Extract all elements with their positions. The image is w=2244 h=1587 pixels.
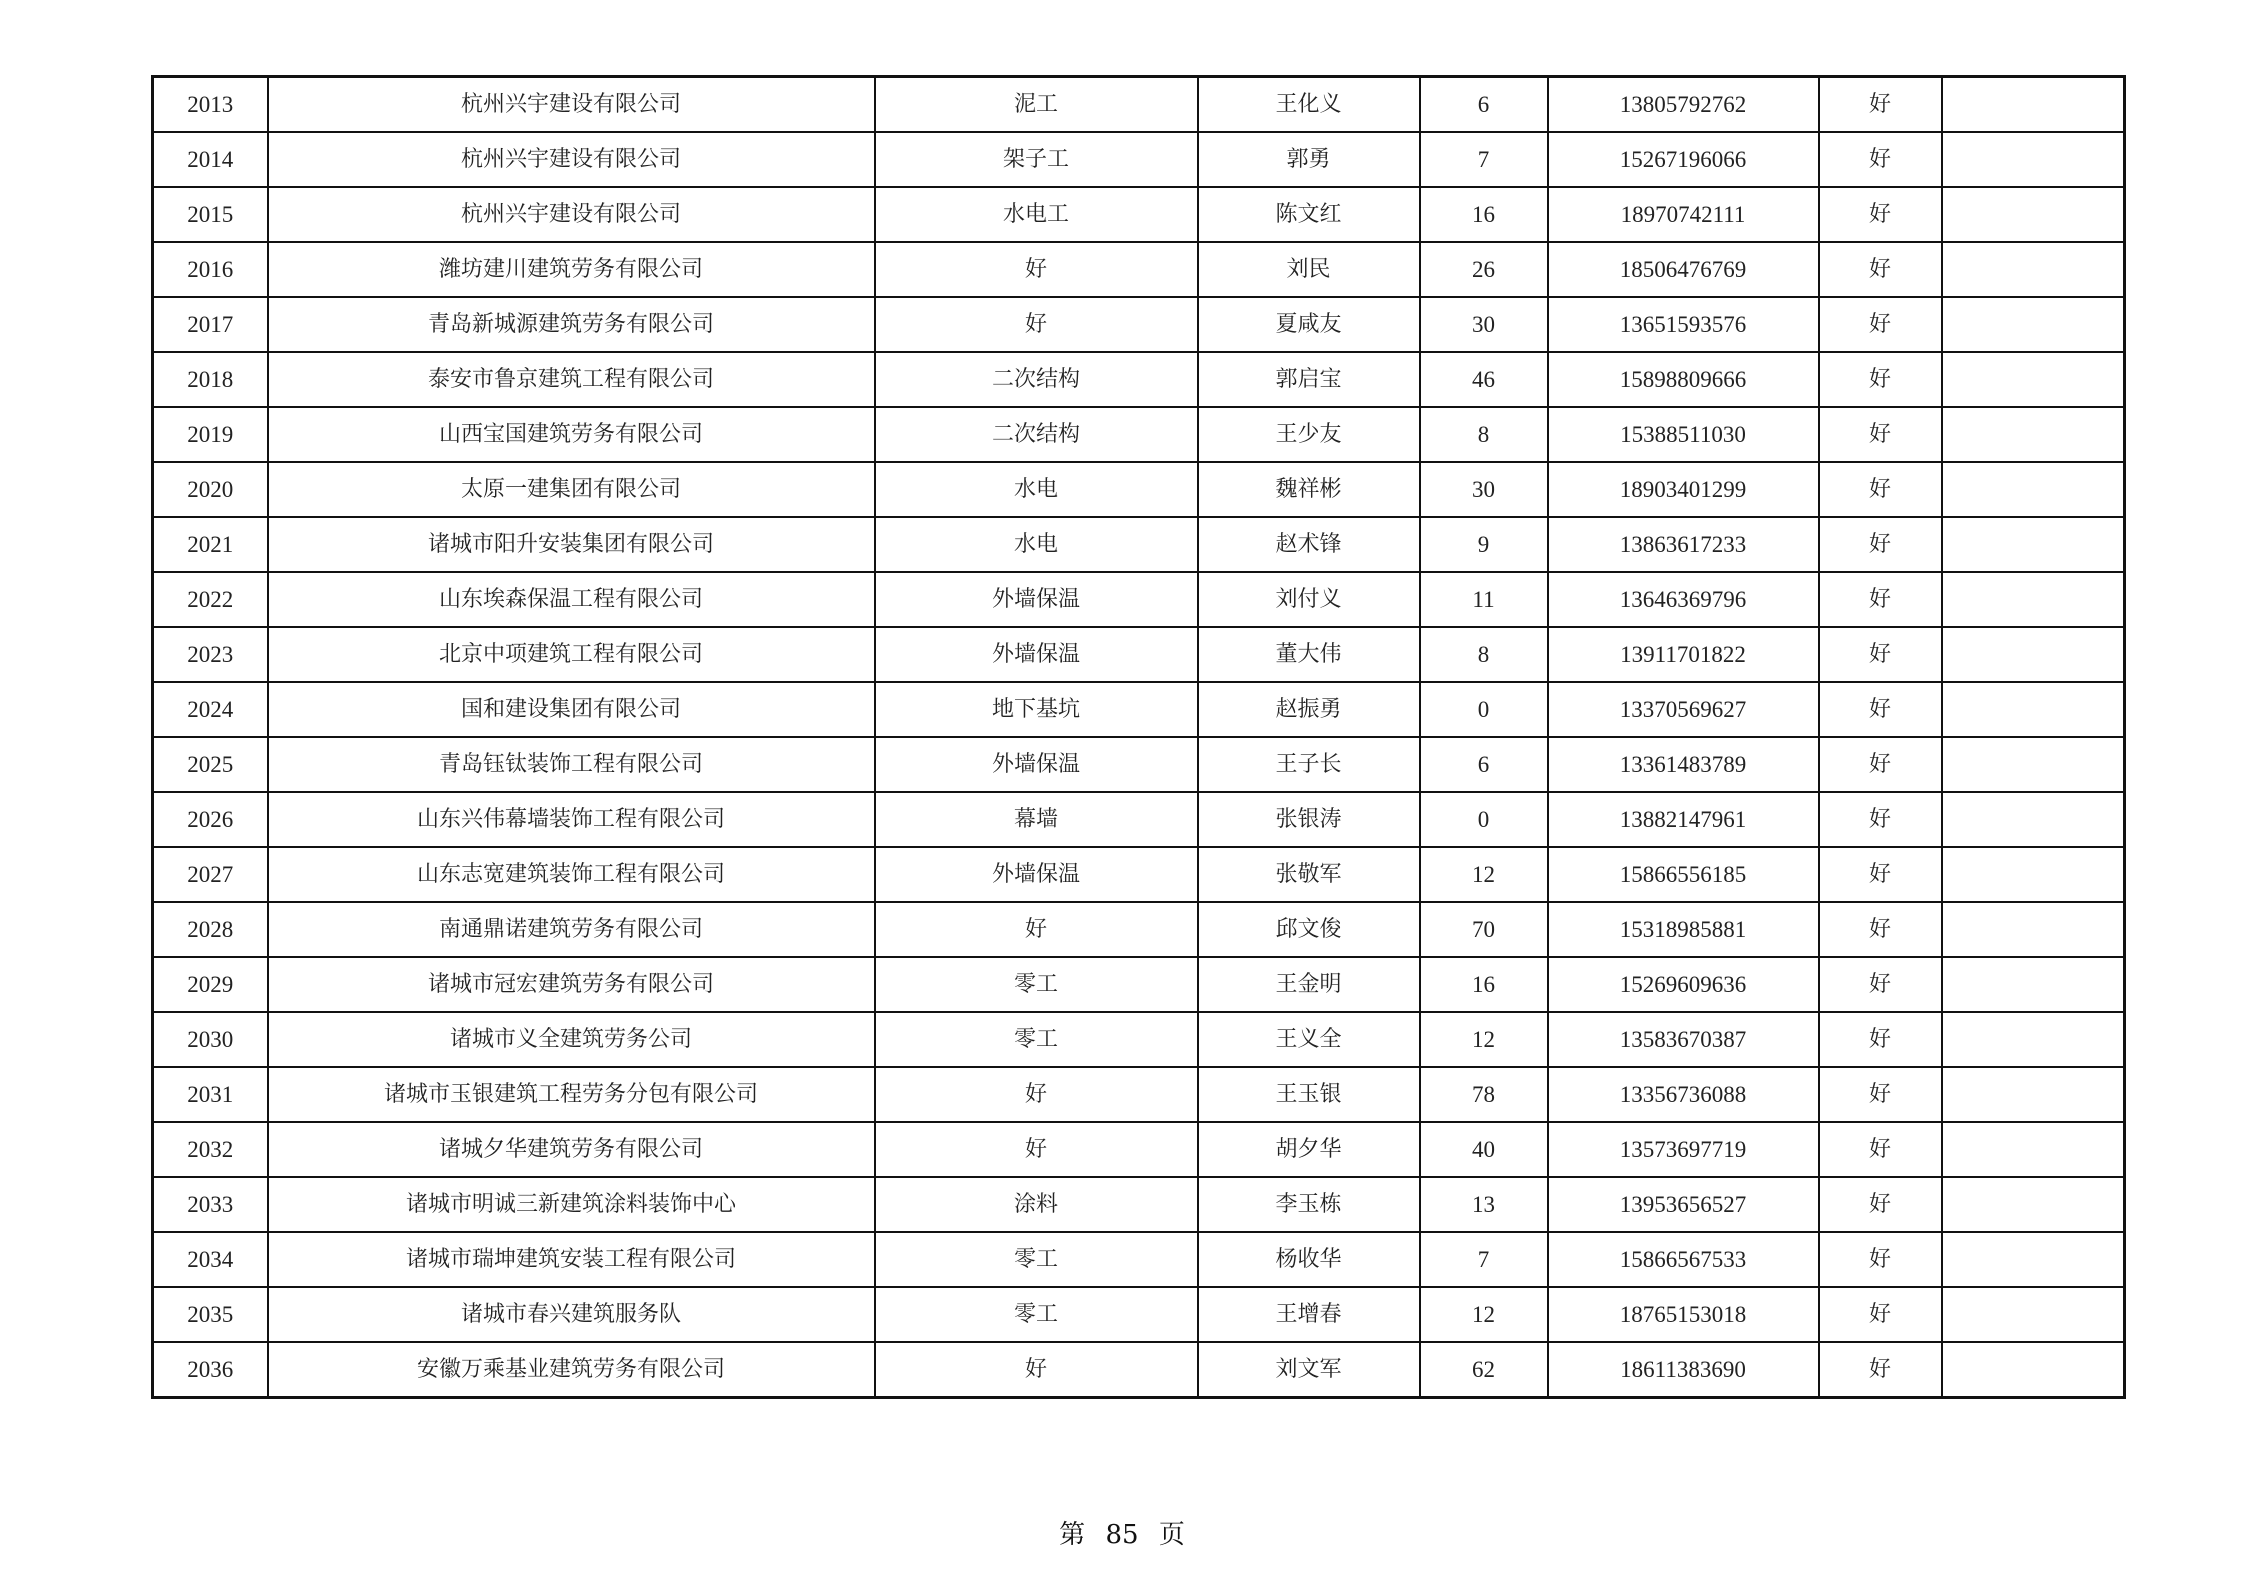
cell-remark <box>1942 517 2125 572</box>
cell-contact-person: 赵术锋 <box>1198 517 1420 572</box>
cell-phone-number: 15866556185 <box>1548 847 1819 902</box>
cell-trade: 幕墙 <box>875 792 1198 847</box>
cell-rating: 好 <box>1819 957 1942 1012</box>
cell-serial-number: 2024 <box>153 682 268 737</box>
cell-contact-person: 董大伟 <box>1198 627 1420 682</box>
cell-remark <box>1942 462 2125 517</box>
cell-contact-person: 胡夕华 <box>1198 1122 1420 1177</box>
cell-rating: 好 <box>1819 792 1942 847</box>
cell-contact-person: 杨收华 <box>1198 1232 1420 1287</box>
table-row <box>153 572 2125 627</box>
table-row <box>153 1342 2125 1398</box>
cell-rating: 好 <box>1819 682 1942 737</box>
cell-phone-number: 13953656527 <box>1548 1177 1819 1232</box>
cell-phone-number: 18970742111 <box>1548 187 1819 242</box>
cell-trade: 水电 <box>875 517 1198 572</box>
cell-rating: 好 <box>1819 77 1942 133</box>
cell-worker-count: 0 <box>1420 792 1548 847</box>
cell-serial-number: 2016 <box>153 242 268 297</box>
cell-rating: 好 <box>1819 462 1942 517</box>
cell-rating: 好 <box>1819 1012 1942 1067</box>
cell-company-name: 潍坊建川建筑劳务有限公司 <box>268 242 875 297</box>
cell-serial-number: 2014 <box>153 132 268 187</box>
cell-company-name: 泰安市鲁京建筑工程有限公司 <box>268 352 875 407</box>
table-row <box>153 1012 2125 1067</box>
cell-rating: 好 <box>1819 1067 1942 1122</box>
cell-trade: 零工 <box>875 1232 1198 1287</box>
cell-trade: 好 <box>875 1067 1198 1122</box>
cell-serial-number: 2018 <box>153 352 268 407</box>
cell-remark <box>1942 847 2125 902</box>
cell-rating: 好 <box>1819 407 1942 462</box>
cell-remark <box>1942 572 2125 627</box>
cell-contact-person: 王增春 <box>1198 1287 1420 1342</box>
cell-company-name: 杭州兴宇建设有限公司 <box>268 132 875 187</box>
cell-phone-number: 15866567533 <box>1548 1232 1819 1287</box>
cell-phone-number: 18611383690 <box>1548 1342 1819 1398</box>
cell-trade: 涂料 <box>875 1177 1198 1232</box>
cell-serial-number: 2019 <box>153 407 268 462</box>
cell-remark <box>1942 1287 2125 1342</box>
table-row <box>153 132 2125 187</box>
cell-trade: 外墙保温 <box>875 627 1198 682</box>
cell-company-name: 杭州兴宇建设有限公司 <box>268 77 875 133</box>
cell-serial-number: 2022 <box>153 572 268 627</box>
table-row <box>153 1122 2125 1177</box>
cell-worker-count: 11 <box>1420 572 1548 627</box>
cell-worker-count: 6 <box>1420 737 1548 792</box>
cell-worker-count: 16 <box>1420 187 1548 242</box>
cell-company-name: 北京中项建筑工程有限公司 <box>268 627 875 682</box>
table-body <box>153 77 2125 1398</box>
cell-rating: 好 <box>1819 1342 1942 1398</box>
cell-phone-number: 13573697719 <box>1548 1122 1819 1177</box>
cell-serial-number: 2029 <box>153 957 268 1012</box>
cell-trade: 外墙保温 <box>875 847 1198 902</box>
table-row <box>153 297 2125 352</box>
cell-contact-person: 夏咸友 <box>1198 297 1420 352</box>
cell-serial-number: 2028 <box>153 902 268 957</box>
cell-remark <box>1942 187 2125 242</box>
cell-worker-count: 7 <box>1420 132 1548 187</box>
table-row <box>153 957 2125 1012</box>
cell-worker-count: 26 <box>1420 242 1548 297</box>
cell-company-name: 山东兴伟幕墙装饰工程有限公司 <box>268 792 875 847</box>
cell-phone-number: 18765153018 <box>1548 1287 1819 1342</box>
contractor-table <box>151 75 2126 1399</box>
cell-worker-count: 6 <box>1420 77 1548 133</box>
cell-worker-count: 9 <box>1420 517 1548 572</box>
cell-contact-person: 邱文俊 <box>1198 902 1420 957</box>
cell-trade: 零工 <box>875 957 1198 1012</box>
cell-trade: 地下基坑 <box>875 682 1198 737</box>
cell-worker-count: 62 <box>1420 1342 1548 1398</box>
table-row <box>153 1287 2125 1342</box>
cell-contact-person: 陈文红 <box>1198 187 1420 242</box>
cell-trade: 水电工 <box>875 187 1198 242</box>
cell-worker-count: 40 <box>1420 1122 1548 1177</box>
cell-company-name: 青岛新城源建筑劳务有限公司 <box>268 297 875 352</box>
cell-company-name: 国和建设集团有限公司 <box>268 682 875 737</box>
cell-remark <box>1942 132 2125 187</box>
cell-rating: 好 <box>1819 1122 1942 1177</box>
table-row <box>153 737 2125 792</box>
cell-contact-person: 王化义 <box>1198 77 1420 133</box>
cell-serial-number: 2035 <box>153 1287 268 1342</box>
cell-company-name: 太原一建集团有限公司 <box>268 462 875 517</box>
table-row <box>153 1177 2125 1232</box>
cell-rating: 好 <box>1819 572 1942 627</box>
cell-rating: 好 <box>1819 847 1942 902</box>
cell-remark <box>1942 1067 2125 1122</box>
cell-company-name: 诸城市玉银建筑工程劳务分包有限公司 <box>268 1067 875 1122</box>
cell-company-name: 诸城市春兴建筑服务队 <box>268 1287 875 1342</box>
cell-phone-number: 15269609636 <box>1548 957 1819 1012</box>
cell-serial-number: 2015 <box>153 187 268 242</box>
cell-worker-count: 78 <box>1420 1067 1548 1122</box>
cell-remark <box>1942 407 2125 462</box>
cell-company-name: 诸城市瑞坤建筑安装工程有限公司 <box>268 1232 875 1287</box>
table-row <box>153 352 2125 407</box>
cell-worker-count: 12 <box>1420 847 1548 902</box>
cell-company-name: 诸城市明诚三新建筑涂料装饰中心 <box>268 1177 875 1232</box>
cell-rating: 好 <box>1819 1232 1942 1287</box>
cell-serial-number: 2034 <box>153 1232 268 1287</box>
cell-rating: 好 <box>1819 297 1942 352</box>
cell-serial-number: 2021 <box>153 517 268 572</box>
cell-contact-person: 王玉银 <box>1198 1067 1420 1122</box>
cell-contact-person: 魏祥彬 <box>1198 462 1420 517</box>
cell-phone-number: 18903401299 <box>1548 462 1819 517</box>
cell-serial-number: 2020 <box>153 462 268 517</box>
cell-company-name: 诸城市阳升安装集团有限公司 <box>268 517 875 572</box>
cell-trade: 好 <box>875 1342 1198 1398</box>
cell-worker-count: 70 <box>1420 902 1548 957</box>
cell-company-name: 诸城市义全建筑劳务公司 <box>268 1012 875 1067</box>
cell-rating: 好 <box>1819 737 1942 792</box>
cell-contact-person: 刘文军 <box>1198 1342 1420 1398</box>
cell-serial-number: 2036 <box>153 1342 268 1398</box>
cell-rating: 好 <box>1819 1177 1942 1232</box>
cell-rating: 好 <box>1819 627 1942 682</box>
table-row <box>153 1232 2125 1287</box>
cell-rating: 好 <box>1819 242 1942 297</box>
cell-remark <box>1942 297 2125 352</box>
cell-trade: 二次结构 <box>875 407 1198 462</box>
cell-worker-count: 30 <box>1420 297 1548 352</box>
cell-worker-count: 30 <box>1420 462 1548 517</box>
cell-company-name: 山东志宽建筑装饰工程有限公司 <box>268 847 875 902</box>
cell-trade: 好 <box>875 297 1198 352</box>
cell-worker-count: 12 <box>1420 1287 1548 1342</box>
cell-serial-number: 2026 <box>153 792 268 847</box>
cell-contact-person: 王义全 <box>1198 1012 1420 1067</box>
cell-rating: 好 <box>1819 187 1942 242</box>
cell-trade: 泥工 <box>875 77 1198 133</box>
cell-worker-count: 8 <box>1420 627 1548 682</box>
table-row <box>153 792 2125 847</box>
cell-serial-number: 2032 <box>153 1122 268 1177</box>
cell-company-name: 青岛钰钛装饰工程有限公司 <box>268 737 875 792</box>
table-row <box>153 77 2125 133</box>
cell-contact-person: 郭勇 <box>1198 132 1420 187</box>
cell-contact-person: 刘民 <box>1198 242 1420 297</box>
cell-remark <box>1942 242 2125 297</box>
cell-company-name: 山东埃森保温工程有限公司 <box>268 572 875 627</box>
cell-phone-number: 13911701822 <box>1548 627 1819 682</box>
cell-worker-count: 16 <box>1420 957 1548 1012</box>
cell-remark <box>1942 352 2125 407</box>
cell-trade: 零工 <box>875 1287 1198 1342</box>
cell-serial-number: 2023 <box>153 627 268 682</box>
cell-contact-person: 张银涛 <box>1198 792 1420 847</box>
cell-phone-number: 15898809666 <box>1548 352 1819 407</box>
cell-rating: 好 <box>1819 517 1942 572</box>
table-row <box>153 242 2125 297</box>
cell-company-name: 诸城市冠宏建筑劳务有限公司 <box>268 957 875 1012</box>
cell-trade: 架子工 <box>875 132 1198 187</box>
cell-remark <box>1942 1342 2125 1398</box>
table-row <box>153 407 2125 462</box>
cell-company-name: 诸城夕华建筑劳务有限公司 <box>268 1122 875 1177</box>
cell-rating: 好 <box>1819 352 1942 407</box>
table-row <box>153 627 2125 682</box>
cell-phone-number: 13651593576 <box>1548 297 1819 352</box>
page-suffix: 页 <box>1158 1520 1185 1550</box>
cell-serial-number: 2025 <box>153 737 268 792</box>
cell-serial-number: 2031 <box>153 1067 268 1122</box>
cell-serial-number: 2017 <box>153 297 268 352</box>
cell-phone-number: 13361483789 <box>1548 737 1819 792</box>
cell-rating: 好 <box>1819 1287 1942 1342</box>
cell-contact-person: 张敬军 <box>1198 847 1420 902</box>
cell-company-name: 杭州兴宇建设有限公司 <box>268 187 875 242</box>
cell-remark <box>1942 682 2125 737</box>
table-row <box>153 682 2125 737</box>
cell-worker-count: 7 <box>1420 1232 1548 1287</box>
cell-phone-number: 15318985881 <box>1548 902 1819 957</box>
cell-phone-number: 13882147961 <box>1548 792 1819 847</box>
cell-contact-person: 郭启宝 <box>1198 352 1420 407</box>
cell-contact-person: 李玉栋 <box>1198 1177 1420 1232</box>
cell-remark <box>1942 792 2125 847</box>
cell-remark <box>1942 77 2125 133</box>
cell-contact-person: 王金明 <box>1198 957 1420 1012</box>
cell-phone-number: 15267196066 <box>1548 132 1819 187</box>
cell-phone-number: 15388511030 <box>1548 407 1819 462</box>
cell-worker-count: 46 <box>1420 352 1548 407</box>
cell-serial-number: 2027 <box>153 847 268 902</box>
cell-trade: 好 <box>875 902 1198 957</box>
cell-company-name: 安徽万乘基业建筑劳务有限公司 <box>268 1342 875 1398</box>
cell-remark <box>1942 1122 2125 1177</box>
cell-trade: 好 <box>875 242 1198 297</box>
table-row <box>153 847 2125 902</box>
table-row <box>153 1067 2125 1122</box>
table-row <box>153 902 2125 957</box>
cell-remark <box>1942 957 2125 1012</box>
cell-rating: 好 <box>1819 902 1942 957</box>
cell-trade: 外墙保温 <box>875 572 1198 627</box>
cell-company-name: 山西宝国建筑劳务有限公司 <box>268 407 875 462</box>
cell-remark <box>1942 902 2125 957</box>
cell-trade: 外墙保温 <box>875 737 1198 792</box>
page-prefix: 第 <box>1059 1520 1086 1550</box>
cell-phone-number: 18506476769 <box>1548 242 1819 297</box>
table-row <box>153 462 2125 517</box>
cell-remark <box>1942 627 2125 682</box>
cell-serial-number: 2033 <box>153 1177 268 1232</box>
cell-serial-number: 2013 <box>153 77 268 133</box>
cell-contact-person: 刘付义 <box>1198 572 1420 627</box>
cell-remark <box>1942 1177 2125 1232</box>
cell-trade: 好 <box>875 1122 1198 1177</box>
cell-trade: 水电 <box>875 462 1198 517</box>
cell-phone-number: 13863617233 <box>1548 517 1819 572</box>
cell-worker-count: 12 <box>1420 1012 1548 1067</box>
cell-phone-number: 13646369796 <box>1548 572 1819 627</box>
cell-phone-number: 13356736088 <box>1548 1067 1819 1122</box>
table-row <box>153 187 2125 242</box>
cell-phone-number: 13805792762 <box>1548 77 1819 133</box>
cell-remark <box>1942 737 2125 792</box>
page-number: 85 <box>1105 1520 1139 1550</box>
cell-company-name: 南通鼎诺建筑劳务有限公司 <box>268 902 875 957</box>
cell-remark <box>1942 1232 2125 1287</box>
cell-serial-number: 2030 <box>153 1012 268 1067</box>
cell-worker-count: 13 <box>1420 1177 1548 1232</box>
table-row <box>153 517 2125 572</box>
cell-trade: 二次结构 <box>875 352 1198 407</box>
page-footer <box>0 1514 2244 1551</box>
cell-worker-count: 8 <box>1420 407 1548 462</box>
cell-worker-count: 0 <box>1420 682 1548 737</box>
cell-contact-person: 王少友 <box>1198 407 1420 462</box>
cell-trade: 零工 <box>875 1012 1198 1067</box>
cell-phone-number: 13583670387 <box>1548 1012 1819 1067</box>
cell-remark <box>1942 1012 2125 1067</box>
cell-contact-person: 赵振勇 <box>1198 682 1420 737</box>
cell-rating: 好 <box>1819 132 1942 187</box>
cell-phone-number: 13370569627 <box>1548 682 1819 737</box>
cell-contact-person: 王子长 <box>1198 737 1420 792</box>
